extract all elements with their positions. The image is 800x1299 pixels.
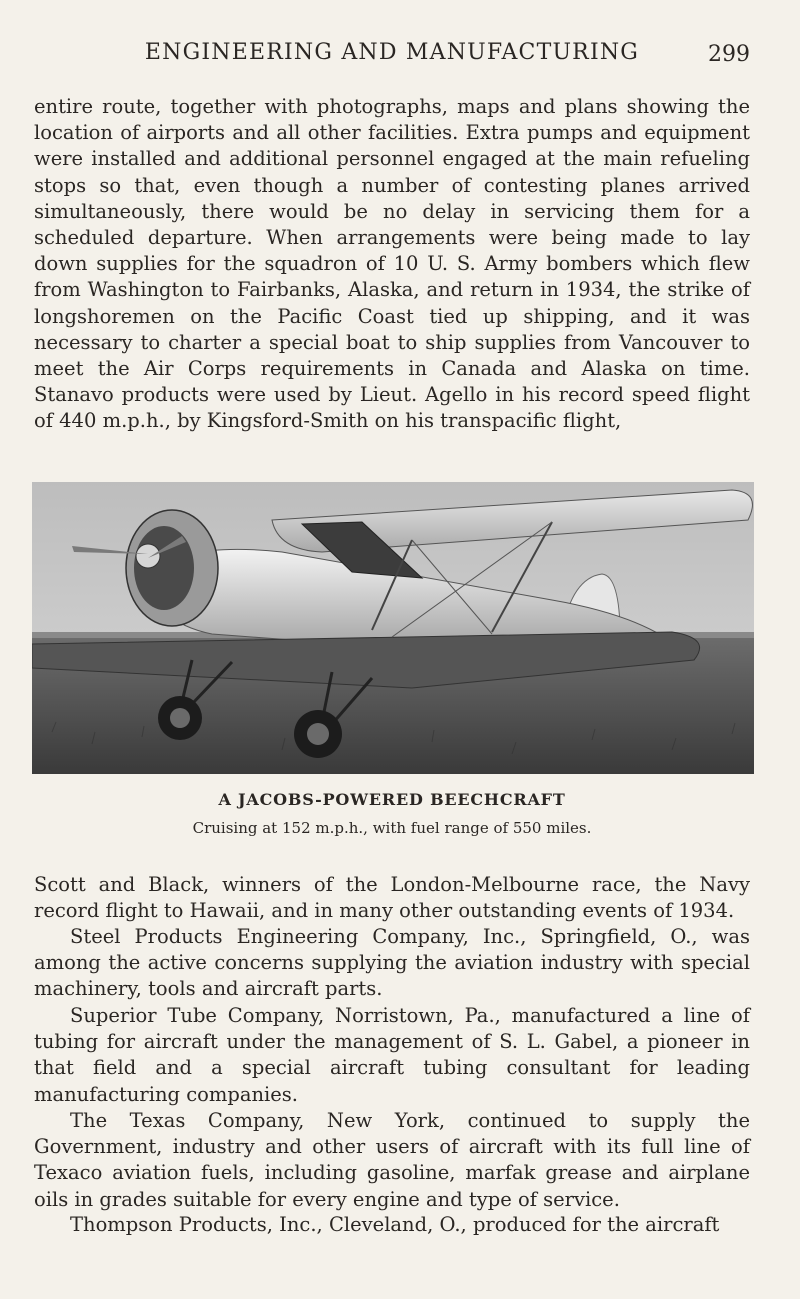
page-number: 299	[708, 42, 750, 67]
figure-caption-text: Cruising at 152 m.p.h., with fuel range of 550 miles.	[192, 819, 592, 837]
paragraph-steel-products: Steel Products Engineering Company, Inc., Springfield, O., was among the active concerns supplying the aviation industry with special machinery, tools and aircraft parts.	[34, 925, 750, 1001]
running-header	[34, 38, 750, 72]
paragraph-continued: entire route, together with photographs, maps and plans showing the location of airports and all other facilities. Extra pumps and equipment were installed and additional personnel engaged at the main refueling stops so that, even though a number of contesting planes arrived simultaneously, there would be no delay in servicing them for a scheduled departure. When arrangements were being made to lay down supplies for the squadron of 10 U. S. Army bombers which flew from Washington to Fairbanks, Alaska, and return in 1934, the strike of longshoremen on the Pacific Coast tied up shipping, and it was necessary to charter a special boat to ship supplies from Vancouver to meet the Air Corps requirements in Canada and Alaska on time. Stanavo products were used by Lieut. Agello in his record speed flight of 440 m.p.h., by Kingsford-Smith on his transpacific flight,	[34, 95, 750, 433]
paragraph-stanavo-continued: Scott and Black, winners of the London-Melbourne race, the Navy record flight to Hawaii, and in many other outstanding events of 1934.	[34, 873, 750, 923]
paragraph-superior-tube: Superior Tube Company, Norristown, Pa., manufactured a line of tubing for aircraft under the management of S. L. Gabel, a pioneer in that field and a special aircraft tubing consultant for leading manufacturing companies.	[34, 1004, 750, 1106]
figure-caption-title: A JACOBS-POWERED BEECHCRAFT	[218, 790, 566, 809]
paragraph-texas-company: The Texas Company, New York, continued to supply the Government, industry and other users of aircraft with its full line of Texaco aviation fuels, including gasoline, marfak grease and airplane oils in grades suitable for every engine and type of service.	[34, 1109, 750, 1211]
running-title: ENGINEERING AND MANUFACTURING	[144, 40, 640, 65]
paragraph-thompson-products: Thompson Products, Inc., Cleveland, O., produced for the aircraft	[70, 1213, 720, 1236]
beechcraft-photograph	[32, 482, 754, 774]
